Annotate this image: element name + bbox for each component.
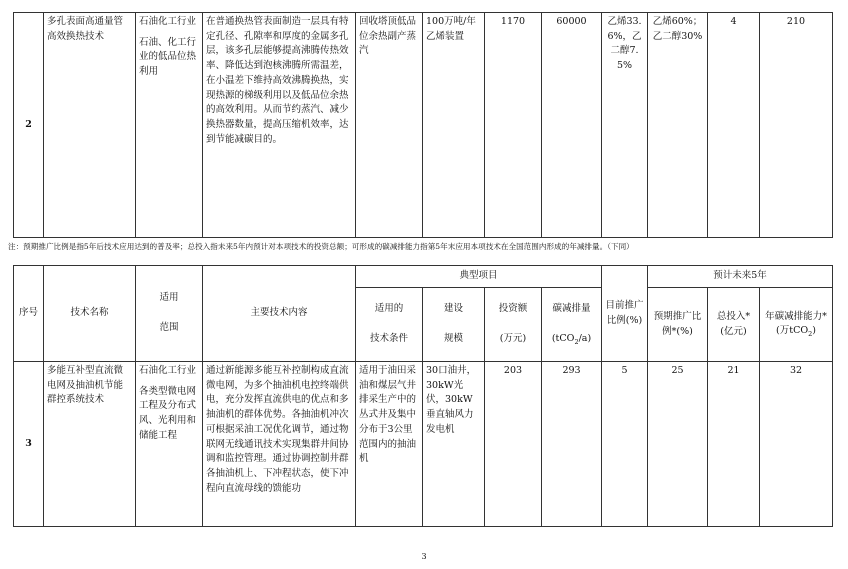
row-number: 3 <box>14 362 44 527</box>
header-condition-line1: 适用的 <box>374 303 404 315</box>
technology-content: 通过新能源多能互补控制构成直流微电网，为多个抽油机电控终端供电，充分发挥直流供电的优点和多抽油机的群体优势。各抽油机冲次可根据采油工况优化调节，通过物联网无线通讯技术实现集群井间协调和监控管理。通过协调控制井群各抽油机上、下冲程状态，使下冲程向直流母线的馈能功 <box>203 362 356 527</box>
table-row <box>14 13 833 238</box>
header-annual-reduction-unit-end: ) <box>812 325 816 337</box>
header-total-investment-line1: 总投入* <box>716 310 751 322</box>
header-annual-reduction-unit: (万tCO <box>776 325 809 337</box>
row-number: 2 <box>14 13 44 238</box>
header-investment-line2: (万元) <box>499 332 527 344</box>
header-annual-reduction-line1: 年碳减排能力* <box>765 310 827 322</box>
header-total-investment-line2: (亿元) <box>720 325 747 337</box>
carbon-reduction: 293 <box>542 362 602 527</box>
total-investment: 4 <box>708 13 760 238</box>
header-content: 主要技术内容 <box>203 266 356 362</box>
table-row <box>14 362 833 527</box>
header-scope-line2: 范围 <box>159 321 179 333</box>
construction-scale: 100万吨/年乙烯装置 <box>423 13 485 238</box>
header-typical-project: 典型项目 <box>356 266 602 288</box>
header-current-ratio: 目前推广比例(%) <box>602 266 648 362</box>
header-scope <box>136 266 203 362</box>
current-ratio: 乙烯33.6%，乙二醇7.5% <box>602 13 648 238</box>
scope-detail: 石油、化工行业的低品位热利用 <box>139 36 197 78</box>
technology-table <box>13 265 833 527</box>
investment-amount: 1170 <box>485 13 542 238</box>
header-expected-ratio: 预期推广比例*(%) <box>648 288 708 362</box>
header-investment <box>485 288 542 362</box>
annual-reduction: 210 <box>760 13 833 238</box>
scope-detail: 各类型微电网工程及分布式风、光利用和储能工程 <box>139 385 197 441</box>
table-note: 注：预期推广比例是指5年后技术应用达到的普及率；总投入指未来5年内预计对本项技术的投资总额；可形成的碳减排能力指第5年末应用本项技术在全国范围内形成的年减排量。（下同） <box>8 242 634 251</box>
header-no: 序号 <box>14 266 44 362</box>
header-reduction-line1: 碳减排量 <box>552 303 591 315</box>
annual-reduction: 32 <box>760 362 833 527</box>
header-investment-line1: 投资额 <box>498 303 528 315</box>
header-reduction-unit: (tCO <box>551 332 575 344</box>
header-scope-line1: 适用 <box>159 292 179 304</box>
investment-amount: 203 <box>485 362 542 527</box>
header-total-investment <box>708 288 760 362</box>
expected-ratio: 乙烯60%；乙二醇30% <box>648 13 708 238</box>
header-condition-line2: 技术条件 <box>369 332 408 344</box>
header-annual-reduction-sub: 2 <box>808 330 813 339</box>
carbon-reduction: 60000 <box>542 13 602 238</box>
header-forecast: 预计未来5年 <box>648 266 833 288</box>
total-investment: 21 <box>708 362 760 527</box>
applicable-condition: 回收塔顶低品位余热副产蒸汽 <box>356 13 423 238</box>
expected-ratio: 25 <box>648 362 708 527</box>
applicable-scope <box>136 13 203 238</box>
header-scale-line1: 建设 <box>443 303 463 315</box>
construction-scale: 30口油井，30kW光伏，30kW垂直轴风力发电机 <box>423 362 485 527</box>
applicable-scope <box>136 362 203 527</box>
technology-table-continued <box>13 12 833 238</box>
header-annual-reduction <box>760 288 833 362</box>
technology-name: 多能互补型直流微电网及抽油机节能群控系统技术 <box>44 362 136 527</box>
header-scale-line2: 规模 <box>443 332 463 344</box>
applicable-condition: 适用于油田采油和煤层气井排采生产中的丛式井及集中分布于3公里范围内的抽油机 <box>356 362 423 527</box>
header-name: 技术名称 <box>44 266 136 362</box>
header-reduction-sub: 2 <box>574 337 579 346</box>
scope-industry: 石油化工行业 <box>139 365 197 376</box>
technology-content: 在普通换热管表面制造一层具有特定孔径、孔隙率和厚度的金属多孔层，该多孔层能够提高沸腾传热效率、降低达到泡核沸腾所需温差，在小温差下维持高效沸腾换热，实现热源的梯级利用以及低品位余热的高效利用。从而节约蒸汽、减少换热器数量，提高压缩机效率，达到节能减碳目的。 <box>203 13 356 238</box>
header-row <box>14 266 833 288</box>
page-number: 3 <box>421 552 427 561</box>
header-condition <box>356 288 423 362</box>
technology-name: 多孔表面高通量管高效换热技术 <box>44 13 136 238</box>
header-reduction-unit-end: /a) <box>578 332 592 344</box>
header-reduction <box>542 288 602 362</box>
current-ratio: 5 <box>602 362 648 527</box>
scope-industry: 石油化工行业 <box>139 16 197 27</box>
header-scale <box>423 288 485 362</box>
